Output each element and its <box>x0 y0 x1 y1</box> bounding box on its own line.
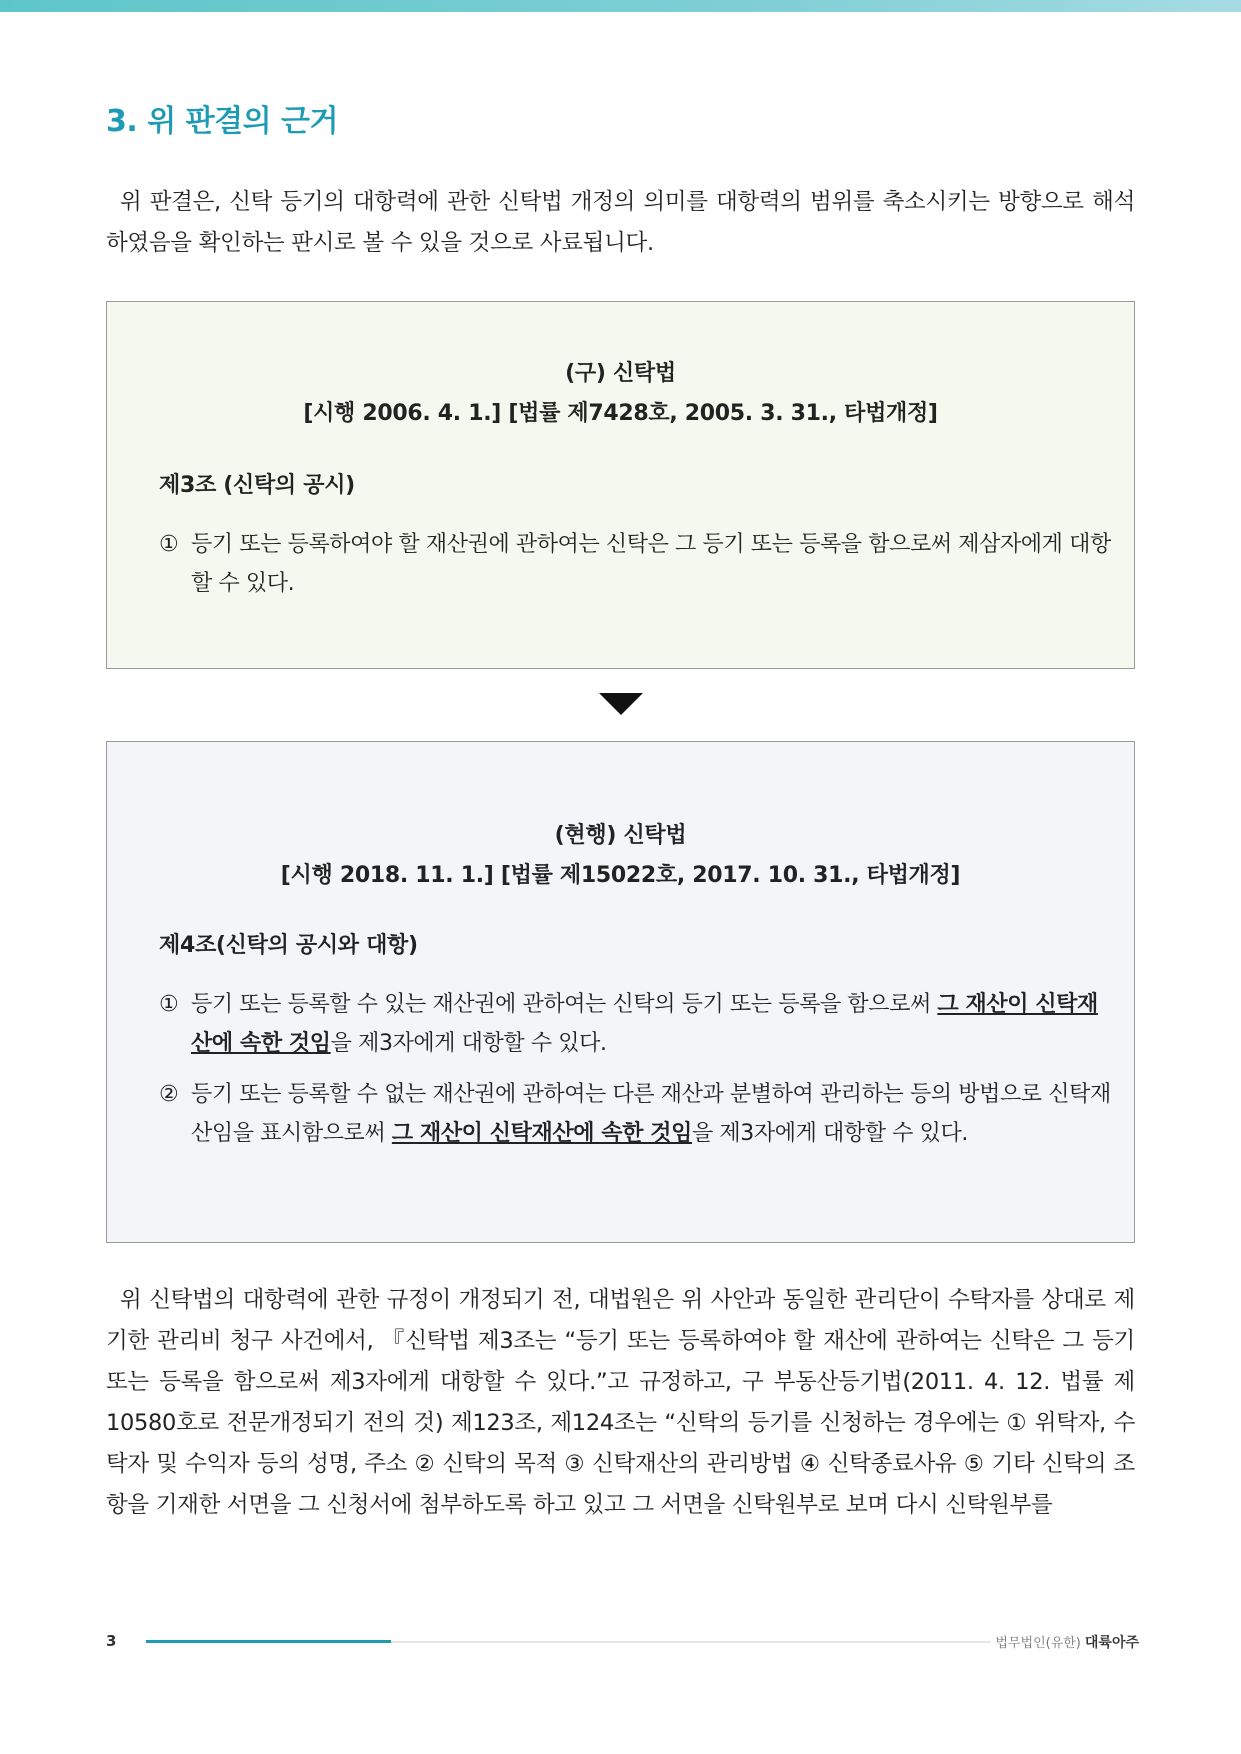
clause-number: ① <box>159 992 179 1017</box>
old-law-clause-1 <box>159 525 1116 603</box>
top-accent-bar <box>0 0 1241 12</box>
clause-emphasis: 그 재산이 신탁재산에 속한 것임 <box>191 992 1098 1056</box>
clause-emphasis: 그 재산이 신탁재산에 속한 것임 <box>391 1121 692 1146</box>
old-law-subtitle: [시행 2006. 4. 1.] [법률 제7428호, 2005. 3. 31., 타법개정] <box>303 401 938 426</box>
clause-text: 등기 또는 등록하여야 할 재산권에 관하여는 신탁은 그 등기 또는 등록을 함으로써 제삼자에게 대항할 수 있다. <box>191 532 1111 596</box>
clause-text: 등기 또는 등록할 수 있는 재산권에 관하여는 신탁의 등기 또는 등록을 함으로써 <box>191 992 938 1017</box>
clause-text-tail: 을 제3자에게 대항할 수 있다. <box>330 1031 607 1056</box>
page-number: 3 <box>106 1632 117 1650</box>
clause-text: 등기 또는 등록할 수 없는 재산권에 관하여는 다른 재산과 분별하여 관리하는 등의 방법으로 신탁재산임을 표시함으로써 <box>191 1082 1111 1146</box>
body-text: 위 신탁법의 대항력에 관한 규정이 개정되기 전, 대법원은 위 사안과 동일한 관리단이 수탁자를 상대로 제기한 관리비 청구 사건에서, 『신탁법 제3조는 “등기 또는 등록하여야 할 재산에 관하여는 신탁은 그 등기 또는 등록을 함으로써 제3자에게 대항할 수 있다.”고 규정하고, 구 부동산등기법(2011. 4. 12. 법률 제10580호로 전문개정되기 전의 것) 제123조, 제124조는 “신탁의 등기를 신청하는 경우에는 ① 위탁자, 수탁자 및 수익자 등의 성명, 주소 ② 신탁의 목적 ③ 신탁재산의 관리방법 ④ 신탁종료사유 ⑤ 기타 신탁의 조항을 기재한 서면을 그 신청서에 첨부하도록 하고 있고 그 서면을 신탁원부로 보며 다시 신탁원부를 <box>106 1287 1135 1518</box>
footer-divider-accent <box>146 1640 391 1643</box>
firm-prefix: 법무법인(유한) <box>995 1636 1081 1651</box>
new-law-subtitle: [시행 2018. 11. 1.] [법률 제15022호, 2017. 10. 31., 타법개정] <box>280 863 961 888</box>
firm-name: 대륙아주 <box>1084 1635 1139 1651</box>
down-arrow-icon <box>599 693 643 715</box>
new-law-box <box>106 741 1135 1243</box>
new-law-article-title: 제4조(신탁의 공시와 대항) <box>159 933 418 958</box>
clause-number: ② <box>159 1082 179 1107</box>
old-law-title: (구) 신탁법 <box>565 361 676 386</box>
firm-brand <box>995 1632 1139 1652</box>
intro-text: 위 판결은, 신탁 등기의 대항력에 관한 신탁법 개정의 의미를 대항력의 범위를 축소시키는 방향으로 해석하였음을 확인하는 판시로 볼 수 있을 것으로 사료됩니다. <box>106 189 1135 256</box>
body-paragraph <box>106 1280 1135 1526</box>
intro-paragraph <box>106 182 1135 264</box>
clause-number: ① <box>159 532 179 557</box>
section-title: 3. 위 판결의 근거 <box>106 104 338 139</box>
new-law-clause-2 <box>159 1075 1116 1153</box>
clause-text-tail: 을 제3자에게 대항할 수 있다. <box>691 1121 968 1146</box>
old-law-box <box>106 301 1135 669</box>
old-law-article-title: 제3조 (신탁의 공시) <box>159 473 355 498</box>
new-law-clause-1 <box>159 985 1116 1063</box>
new-law-title: (현행) 신탁법 <box>554 823 687 848</box>
